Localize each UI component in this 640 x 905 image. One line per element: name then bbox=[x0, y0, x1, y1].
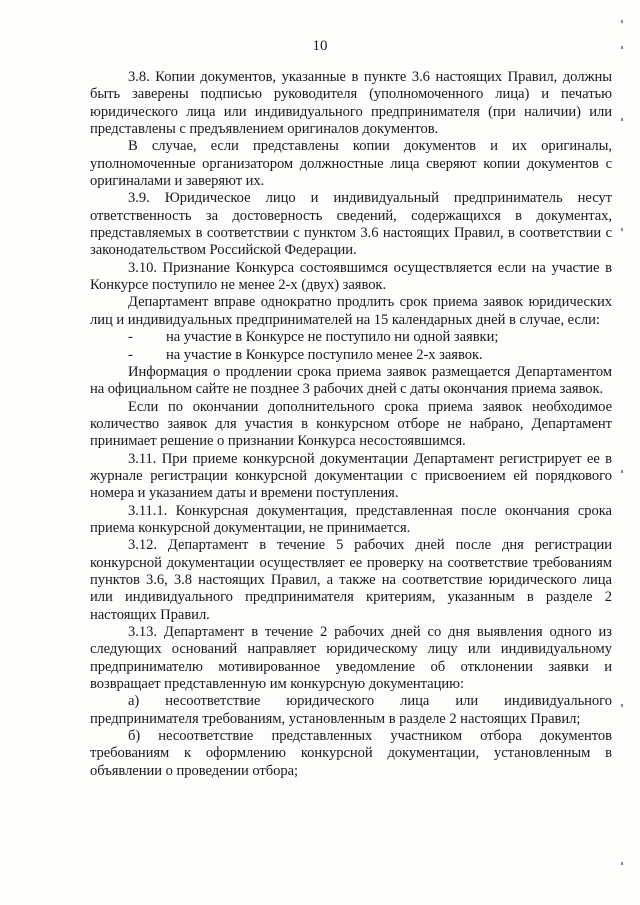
paragraph-3-10: 3.10. Признание Конкурса состоявшимся осуществляется если на участие в Конкурсе поступило не менее 2-х (двух) заявок. bbox=[90, 259, 612, 294]
paragraph-3-11-1: 3.11.1. Конкурсная документация, представленная после окончания срока приема конкурсной документации, не принимается. bbox=[90, 502, 612, 536]
list-item bbox=[90, 347, 612, 364]
paragraph-contest-failed: Если по окончании дополнительного срока приема заявок необходимое количество заявок для участия в конкурсном отборе не набрано, Департамент принимает решение о признании Конкурса несостоявшимся. bbox=[90, 398, 612, 450]
paragraph-3-13: 3.13. Департамент в течение 2 рабочих дней со дня выявления одного из следующих оснований направляет юридическому лицу или индивидуальному предпринимателю мотивированное уведомление об отклонении заявки и возвращает представленную им конкурсную документацию: bbox=[90, 624, 612, 693]
scan-mark bbox=[621, 862, 623, 865]
page-number: 10 bbox=[312, 38, 328, 54]
paragraph-extension-info: Информация о продлении срока приема заявок размещается Департаментом на официальном сайте не позднее 3 рабочих дней с даты окончания приема заявок. bbox=[90, 363, 612, 398]
paragraph-3-9: 3.9. Юридическое лицо и индивидуальный предприниматель несут ответственность за достоверность сведений, содержащихся в документах, представляемых в соответствии с пунктом 3.6 настоящих Правил, в соответствии с законодательством Российской Федерации. bbox=[90, 190, 612, 259]
list-bullet: - bbox=[128, 329, 133, 346]
scan-mark bbox=[621, 228, 623, 231]
scan-mark bbox=[621, 704, 623, 707]
list-bullet: - bbox=[128, 346, 133, 363]
paragraph-3-12: 3.12. Департамент в течение 5 рабочих дней после дня регистрации конкурсной документации осуществляет ее проверку на соответствие требованиям пунктов 3.6, 3.8 настоящих Правил, а также на соответствие юридического лица или индивидуального предпринимателя критериям, указанным в разделе 2 настоящих Правил. bbox=[90, 537, 612, 623]
paragraph-item-a: а) несоответствие юридического лица или индивидуального предпринимателя требованиям, установленным в разделе 2 настоящих Правил; bbox=[90, 693, 612, 727]
list-item bbox=[90, 329, 612, 346]
paragraph-3-11: 3.11. При приеме конкурсной документации Департамент регистрирует ее в журнале регистрации конкурсной документации с присвоением ей порядкового номера и указанием даты и времени поступления. bbox=[90, 450, 612, 502]
list-item-text: на участие в Конкурсе не поступило ни одной заявки; bbox=[166, 329, 499, 346]
paragraph-3-8: 3.8. Копии документов, указанные в пункте 3.6 настоящих Правил, должны быть заверены подписью руководителя (уполномоченного лица) и печатью юридического лица или индивидуального предпринимателя (при наличии) или представлены с предъявлением оригиналов документов. bbox=[90, 69, 612, 138]
scan-mark bbox=[621, 46, 623, 49]
paragraph-item-b: б) несоответствие представленных участником отбора документов требованиям к оформлению конкурсной документации, установленным в объявлении о проведении отбора; bbox=[90, 728, 612, 779]
scan-mark bbox=[621, 20, 623, 23]
paragraph-copies-verification: В случае, если представлены копии документов и их оригиналы, уполномоченные организатором должностные лица сверяют копии документов с оригиналами и заверяют их. bbox=[90, 138, 612, 190]
paragraph-extension: Департамент вправе однократно продлить срок приема заявок юридических лиц и индивидуальных предпринимателей на 15 календарных дней в случае, если: bbox=[90, 294, 612, 328]
list-item-text: на участие в Конкурсе поступило менее 2-х заявок. bbox=[166, 346, 483, 363]
document-body bbox=[90, 69, 612, 780]
scan-mark bbox=[621, 118, 623, 121]
scan-mark bbox=[621, 470, 623, 473]
